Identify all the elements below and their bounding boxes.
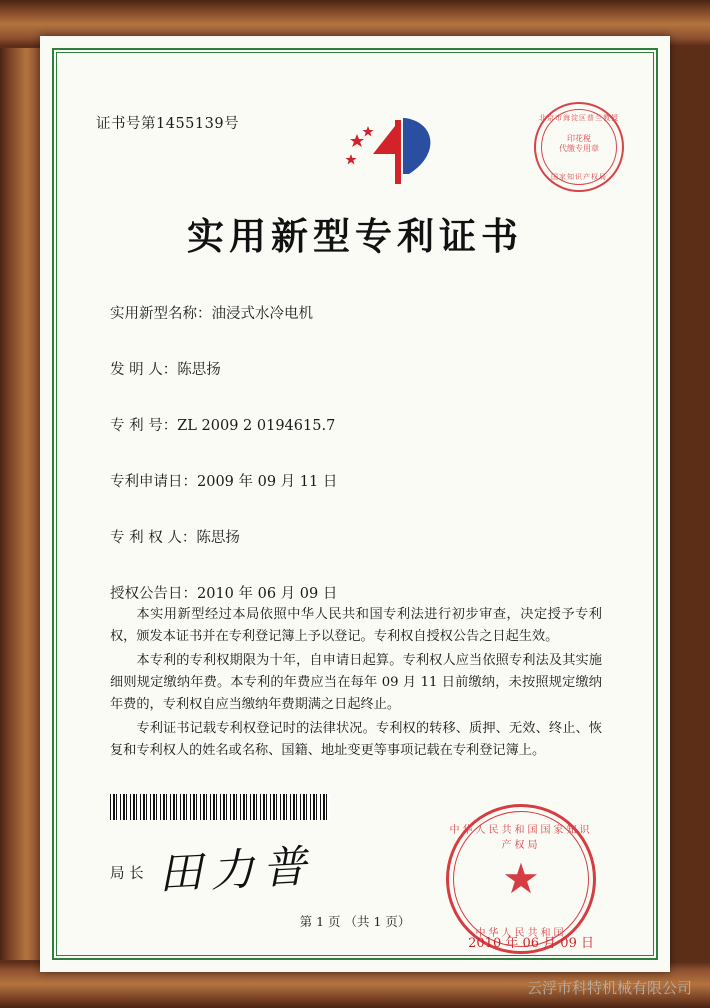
field-label: 实用新型名称：	[110, 306, 212, 322]
field-list	[110, 302, 612, 638]
page-title: 实用新型专利证书	[187, 214, 523, 258]
field-inventor	[110, 358, 612, 379]
director-label: 局 长	[110, 866, 144, 882]
body-paragraphs	[110, 604, 602, 764]
barcode	[110, 794, 330, 820]
paragraph-2: 本专利的专利权期限为十年，自申请日起算。专利权人应当依照专利法及其实施细则规定缴纳年费。本专利的年费应当在每年 09 月 11 日前缴纳，未按照规定缴纳年费的，专利权自应当缴纳年费期满之日起终止。	[110, 653, 602, 712]
field-label: 专 利 号：	[110, 418, 178, 434]
field-patentee	[110, 526, 612, 547]
paragraph-1: 本实用新型经过本局依照中华人民共和国专利法进行初步审查，决定授予专利权，颁发本证书并在专利登记簿上予以登记。专利权自授权公告之日起生效。	[110, 607, 602, 644]
national-emblem-icon: ★	[502, 854, 540, 903]
certificate-number: 证书号第1455139号	[96, 116, 240, 132]
field-value: 陈思扬	[196, 530, 240, 546]
field-value: 陈思扬	[177, 362, 221, 378]
field-value: 油浸式水冷电机	[211, 306, 313, 322]
field-value: ZL 2009 2 0194615.7	[177, 418, 336, 434]
seal-center-text	[536, 134, 622, 154]
seal-arc-bottom: 国家知识产权局	[551, 173, 607, 181]
field-label: 专 利 权 人：	[110, 530, 197, 546]
field-grant-date	[110, 582, 612, 603]
field-utility-model-name	[110, 302, 612, 323]
seal-line-2: 代缴专用章	[559, 144, 599, 153]
field-application-date	[110, 470, 612, 491]
seal-arc-bottom-text: 中华人民共和国	[475, 928, 567, 939]
tax-stamp-seal	[534, 102, 624, 192]
seal-arc-top: 北京市海淀区普兰教授	[539, 114, 619, 122]
seal-line-1: 印花税	[567, 134, 591, 143]
cnipa-logo-icon	[343, 112, 453, 190]
field-label: 专利申请日：	[110, 474, 197, 490]
paragraph-3: 专利证书记载专利权登记时的法律状况。专利权的转移、质押、无效、终止、恢复和专利权人的姓名或名称、国籍、地址变更等事项记载在专利登记簿上。	[110, 721, 602, 758]
director-signature: 田力普	[157, 840, 316, 901]
page-number: 第 1 页 （共 1 页）	[299, 914, 411, 929]
field-patent-number	[110, 414, 612, 435]
field-label: 授权公告日：	[110, 586, 197, 602]
certificate-content	[68, 64, 642, 951]
field-value: 2009 年 09 月 11 日	[197, 474, 338, 490]
certificate-paper	[40, 36, 670, 972]
seal-arc-top-text: 中华人民共和国国家知识产权局	[449, 825, 593, 851]
field-label: 发 明 人：	[110, 362, 178, 378]
watermark: 云浮市科特机械有限公司	[526, 979, 692, 997]
field-value: 2010 年 06 月 09 日	[197, 586, 338, 602]
seal-date: 2010 年 06 月 09 日	[468, 936, 594, 951]
